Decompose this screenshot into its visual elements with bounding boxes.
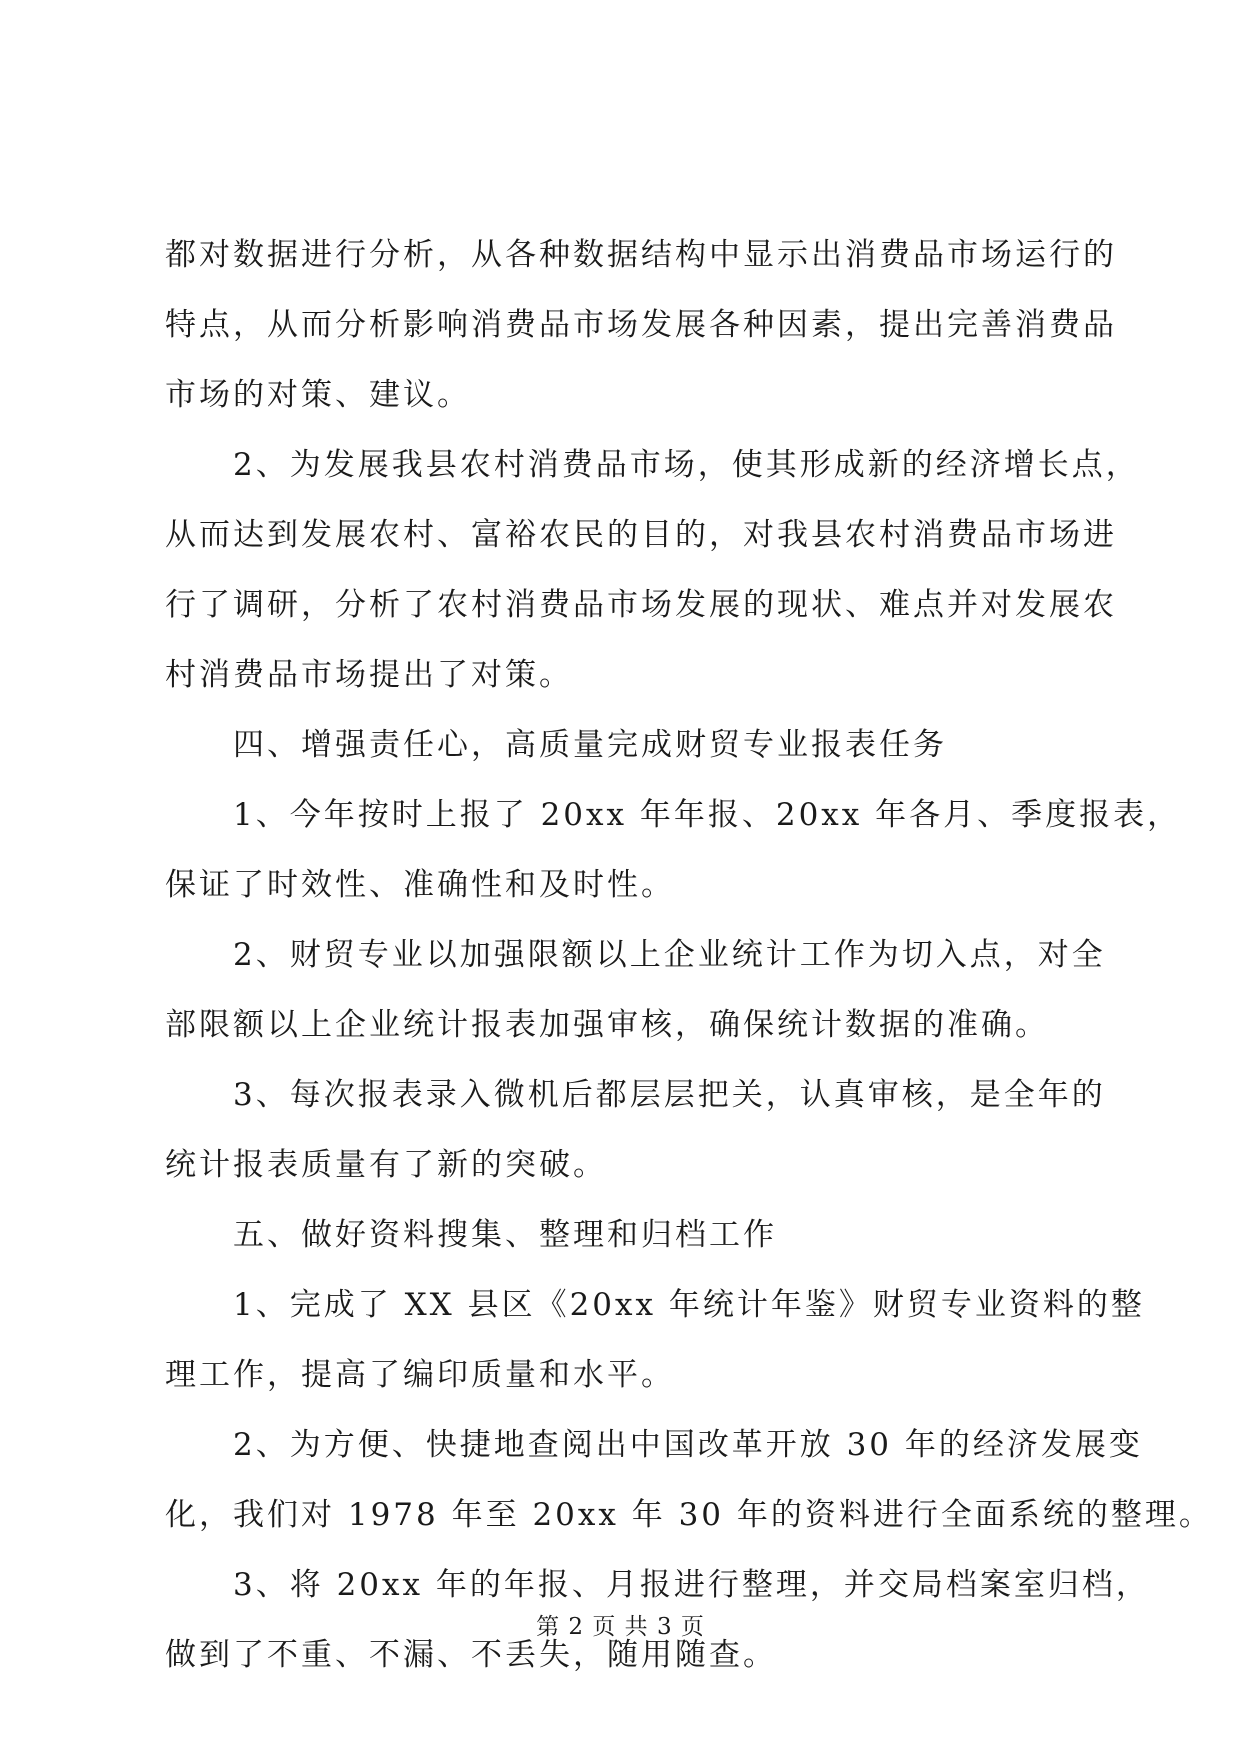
text-line: 从而达到发展农村、富裕农民的目的，对我县农村消费品市场进 [165, 517, 1117, 553]
text-line: 保证了时效性、准确性和及时性。 [165, 867, 675, 903]
text-line: 1、完成了 XX 县区《20xx 年统计年鉴》财贸专业资料的整 [165, 1287, 1145, 1323]
text-line: 特点，从而分析影响消费品市场发展各种因素，提出完善消费品 [165, 307, 1117, 343]
section-heading: 五、做好资料搜集、整理和归档工作 [165, 1217, 777, 1253]
text-line: 2、为发展我县农村消费品市场，使其形成新的经济增长点， [165, 447, 1140, 483]
text-line: 3、将 20xx 年的年报、月报进行整理，并交局档案室归档， [165, 1567, 1150, 1603]
text-line: 2、为方便、快捷地查阅出中国改革开放 30 年的经济发展变 [165, 1427, 1143, 1463]
text-line: 村消费品市场提出了对策。 [165, 657, 573, 693]
text-line: 统计报表质量有了新的突破。 [165, 1147, 607, 1183]
text-line: 做到了不重、不漏、不丢失，随用随查。 [165, 1637, 777, 1673]
text-line: 1、今年按时上报了 20xx 年年报、20xx 年各月、季度报表， [165, 797, 1182, 833]
text-line: 市场的对策、建议。 [165, 377, 471, 413]
text-line: 都对数据进行分析，从各种数据结构中显示出消费品市场运行的 [165, 237, 1117, 273]
text-line: 2、财贸专业以加强限额以上企业统计工作为切入点，对全 [165, 937, 1106, 973]
text-line: 3、每次报表录入微机后都层层把关，认真审核，是全年的 [165, 1077, 1106, 1113]
document-body [165, 230, 1213, 1700]
section-heading: 四、增强责任心，高质量完成财贸专业报表任务 [165, 727, 947, 763]
text-line: 部限额以上企业统计报表加强审核，确保统计数据的准确。 [165, 1007, 1049, 1043]
text-line: 理工作，提高了编印质量和水平。 [165, 1357, 675, 1393]
page-number-footer: 第 2 页 共 3 页 [536, 1614, 705, 1640]
text-line: 化，我们对 1978 年至 20xx 年 30 年的资料进行全面系统的整理。 [165, 1497, 1213, 1533]
text-line: 行了调研，分析了农村消费品市场发展的现状、难点并对发展农 [165, 587, 1117, 623]
